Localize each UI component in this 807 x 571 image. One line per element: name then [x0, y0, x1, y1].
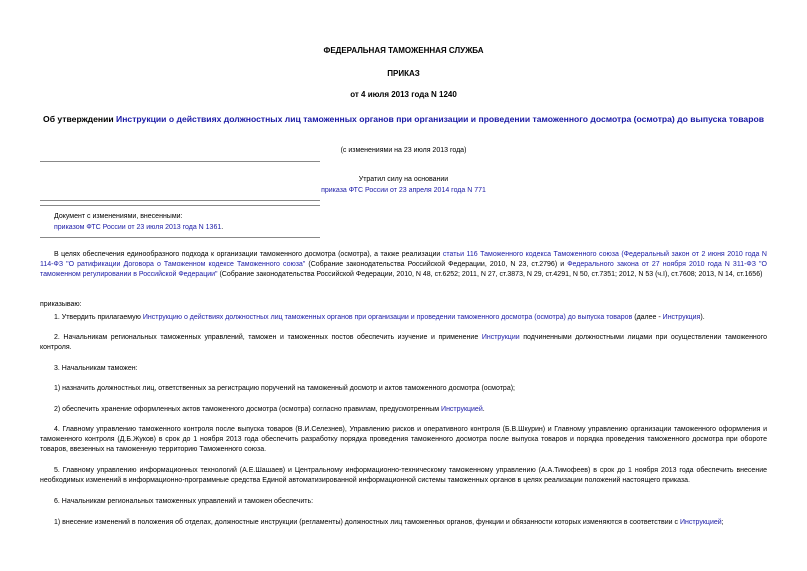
item-6-1: 1) внесение изменений в положения об отделах, должностные инструкции (регламенты) должностных лиц таможенных органов, функции и обязанности которых изменяются в соответствии с Инструкцией; [54, 519, 724, 526]
document-title [40, 114, 767, 125]
instruction-link[interactable]: Инструкции [481, 334, 520, 341]
repeal-order-link[interactable]: приказа ФТС России от 23 апреля 2014 года N 771 [321, 187, 486, 194]
instruction-link[interactable]: Инструкцию о действиях должностных лиц таможенных органов при организации и проведении таможенного досмотра (осмотра) до выпуска товаров [142, 314, 633, 321]
divider [40, 161, 320, 162]
document-type: ПРИКАЗ [387, 69, 420, 78]
changes-entry: приказом ФТС России от 23 июля 2013 года N 1361. [54, 224, 224, 231]
title-prefix: Об утверждении [43, 114, 117, 124]
changes-label: Документ с изменениями, внесенными: [54, 213, 183, 220]
preamble-paragraph: В целях обеспечения единообразного подхода к организации таможенного досмотра (осмотра), а также реализации статьи 116 Таможенного кодекса Таможенного союза (Федеральный закон от 2 июня 2010 года N 114-ФЗ "О ратификации Договора о Таможенном кодексе Таможенного союза" (Собрание законодательства Российской Федерации, 2010, N 23, ст.2796) и Федерального закона от 27 ноября 2010 года N 311-ФЗ "О таможенном регулировании в Российской Федерации" (Собрание законодательства Российской Федерации, 2010, N 48, ст.6252; 2011, N 27, ст.3873, N 29, ст.4291, N 50, ст.7351; 2012, N 53 (ч.I), ст.7608; 2013, N 14, ст.1656) [40, 251, 767, 278]
instruction-link[interactable]: Инструкцией [679, 519, 722, 526]
amendment-note: (с изменениями на 23 июля 2013 года) [340, 147, 467, 154]
amending-order-link[interactable]: приказом ФТС России от 23 июля 2013 года N 1361 [54, 224, 222, 231]
divider [40, 237, 320, 238]
agency-name: ФЕДЕРАЛЬНАЯ ТАМОЖЕННАЯ СЛУЖБА [323, 46, 484, 55]
instruction-short-link[interactable]: Инструкция [662, 314, 701, 321]
item-3-1: 1) назначить должностных лиц, ответственных за регистрацию поручений на таможенный досмотр и актов таможенного досмотра (осмотра); [54, 385, 515, 392]
instruction-title-link[interactable]: Инструкции о действиях должностных лиц таможенных органов при организации и проведении таможенного досмотра (осмотра) до выпуска товаров [116, 114, 764, 124]
item-3-2: 2) обеспечить хранение оформленных актов таможенного досмотра (осмотра) согласно правилам, предусмотренным Инструкцией. [54, 406, 485, 413]
item-2: 2. Начальникам региональных таможенных управлений, таможен и таможенных постов обеспечить изучение и применение Инструкции подчиненными должностными лицами при осуществлении таможенного контроля. [40, 334, 767, 351]
order-word: приказываю: [40, 301, 82, 308]
item-4: 4. Главному управлению таможенного контроля после выпуска товаров (В.И.Селезнев), Управлению рисков и оперативного контроля (Б.В.Шкурин) и Главному управлению организации таможенного оформления и таможенного контроля (Д.Б.Жуков) в срок до 1 ноября 2013 года обеспечить разработку порядка проведения таможенного досмотра после выпуска товаров и порядка проведения таможенного досмотра при обороте товаров, ввезенных на таможенную территорию Таможенного союза. [40, 426, 767, 453]
item-5: 5. Главному управлению информационных технологий (А.Е.Шашаев) и Центральному информационно-техническому таможенному управлению (А.А.Тимофеев) в срок до 1 ноября 2013 года обеспечить внесение необходимых изменений в информационно-программные средства Единой автоматизированной информационной системы таможенных органов в целях реализации положений настоящего приказа. [40, 467, 767, 484]
document-date-number: от 4 июля 2013 года N 1240 [350, 90, 457, 99]
federal-law-link[interactable]: Федерального закона от 27 ноября 2010 года N 311-ФЗ "О таможенном регулировании в Российской Федерации" [40, 261, 767, 278]
divider [40, 200, 320, 201]
item-6: 6. Начальникам региональных таможенных управлений и таможен обеспечить: [54, 498, 314, 505]
divider [40, 205, 320, 206]
repeal-label: Утратил силу на основании [358, 176, 449, 183]
instruction-link[interactable]: Инструкцией [441, 406, 483, 413]
item-3: 3. Начальникам таможен: [54, 365, 138, 372]
customs-code-article-link[interactable]: статьи 116 Таможенного кодекса Таможенного союза (Федеральный закон от 2 июня 2010 года N 114-ФЗ "О ратификации Договора о Таможенном кодексе Таможенного союза" [40, 251, 767, 268]
item-1: 1. Утвердить прилагаемую Инструкцию о действиях должностных лиц таможенных органов при организации и проведении таможенного досмотра (осмотра) до выпуска товаров (далее - Инструкция). [54, 314, 705, 321]
